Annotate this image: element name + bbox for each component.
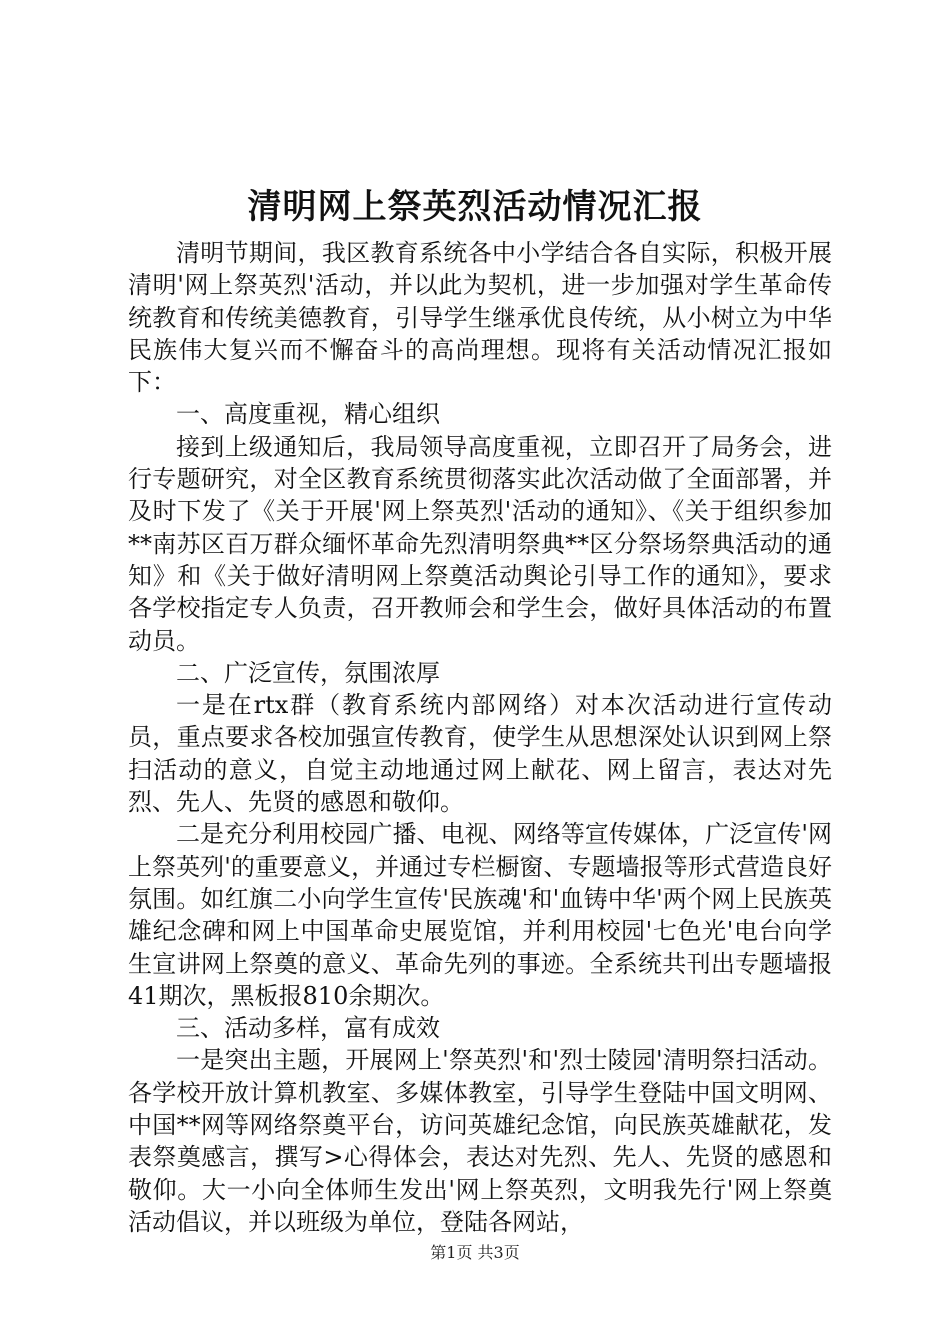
section-1-paragraph: 接到上级通知后，我局领导高度重视，立即召开了局务会，进行专题研究，对全区教育系统贯彻落实此次活动做了全面部署，并及时下发了《关于开展'网上祭英烈'活动的通知》、《关于组织参加**南苏区百万群众缅怀革命先烈清明祭典**区分祭场祭典活动的通知》和《关于做好清明网上祭奠活动舆论引导工作的通知》，要求各学校指定专人负责，召开教师会和学生会，做好具体活动的布置动员。 bbox=[128, 432, 832, 655]
document-body bbox=[128, 237, 832, 1238]
section-2-paragraph-1: 一是在rtx群（教育系统内部网络）对本次活动进行宣传动员，重点要求各校加强宣传教育，使学生从思想深处认识到网上祭扫活动的意义，自觉主动地通过网上献花、网上留言，表达对先烈、先人、先贤的感恩和敬仰。 bbox=[128, 691, 832, 817]
section-heading-2: 二、广泛宣传，氛围浓厚 bbox=[176, 658, 440, 687]
page-number-footer: 第1页 共3页 bbox=[430, 1243, 520, 1262]
section-heading-3: 三、活动多样，富有成效 bbox=[176, 1014, 440, 1043]
document-title: 清明网上祭英烈活动情况汇报 bbox=[247, 187, 703, 227]
section-heading-1: 一、高度重视，精心组织 bbox=[176, 400, 440, 429]
section-2-paragraph-2: 二是充分利用校园广播、电视、网络等宣传媒体，广泛宣传'网上祭英列'的重要意义，并通过专栏橱窗、专题墙报等形式营造良好氛围。如红旗二小向学生宣传'民族魂'和'血铸中华'两个网上民族英雄纪念碑和网上中国革命史展览馆，并利用校园'七色光'电台向学生宣讲网上祭奠的意义、革命先列的事迹。全系统共刊出专题墙报41期次，黑板报810余期次。 bbox=[128, 820, 832, 1010]
intro-paragraph: 清明节期间，我区教育系统各中小学结合各自实际，积极开展清明'网上祭英烈'活动，并以此为契机，进一步加强对学生革命传统教育和传统美德教育，引导学生继承优良传统，从小树立为中华民族伟大复兴而不懈奋斗的高尚理想。现将有关活动情况汇报如下： bbox=[128, 239, 832, 397]
section-3-paragraph-1: 一是突出主题，开展网上'祭英烈'和'烈士陵园'清明祭扫活动。各学校开放计算机教室、多媒体教室，引导学生登陆中国文明网、中国**网等网络祭奠平台，访问英雄纪念馆，向民族英雄献花，发表祭奠感言，撰写>心得体会，表达对先烈、先人、先贤的感恩和敬仰。大一小向全体师生发出'网上祭英烈，文明我先行'网上祭奠活动倡议，并以班级为单位，登陆各网站， bbox=[128, 1046, 832, 1236]
